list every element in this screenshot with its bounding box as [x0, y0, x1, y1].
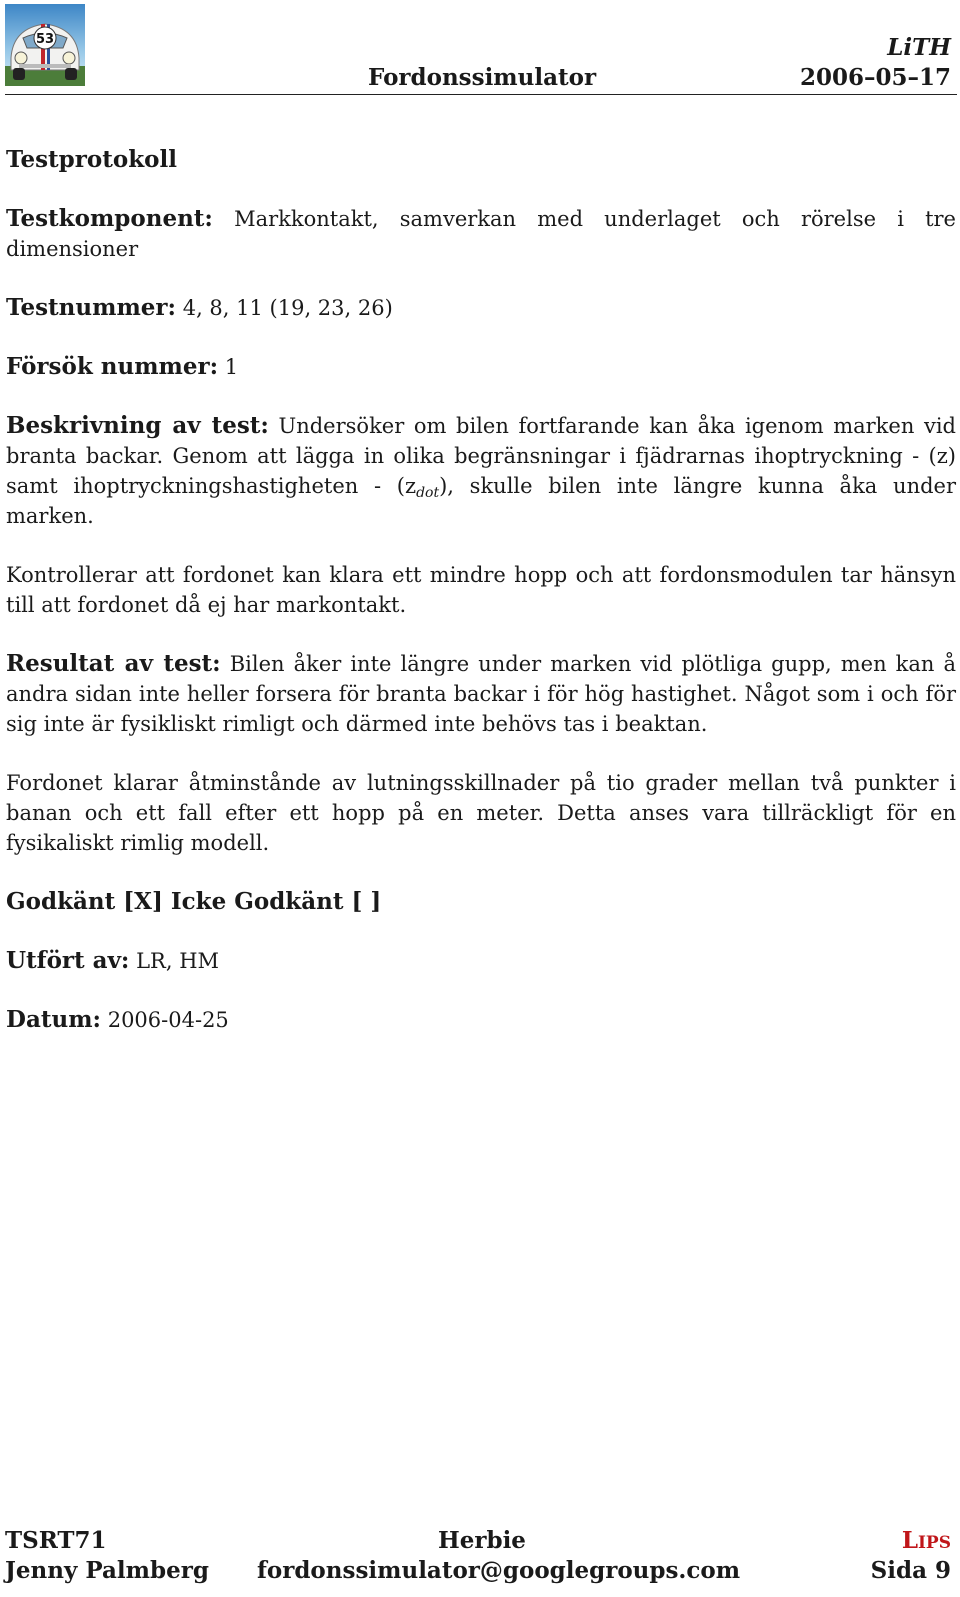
attempt-number-label: Försök nummer: — [6, 353, 219, 380]
author-name: Jenny Palmberg — [5, 1557, 209, 1584]
attempt-number — [6, 352, 956, 382]
contact-email: fordonssimulator@googlegroups.com — [257, 1557, 741, 1584]
test-result-label: Resultat av test: — [6, 650, 221, 677]
test-protocol-body — [6, 145, 956, 1064]
verdict-text: Godkänt [X] Icke Godkänt [ ] — [6, 888, 382, 915]
page-footer — [5, 1527, 955, 1593]
header-divider — [5, 94, 957, 95]
test-date-label: Datum: — [6, 1006, 102, 1033]
test-result-text: Bilen åker inte längre under marken vid plötliga gupp, men kan å andra sidan inte heller forsera för branta backar i för hög hastighet. Något som i och för sig inte är fysikliskt rimligt och därmed inte behövs tas i beaktan. — [6, 652, 956, 736]
page-header — [5, 4, 955, 96]
test-description-text-end: ), skulle bilen inte längre kunna åka under marken. — [6, 474, 956, 528]
test-description-paragraph: Kontrollerar att fordonet kan klara ett mindre hopp och att fordonsmodulen tar hänsyn till att fordonet då ej har markontakt. — [6, 563, 956, 617]
dot-subscript: dot — [416, 485, 440, 501]
test-component-value: Markkontakt, samverkan med underlaget och rörelse i tre dimensioner — [6, 207, 956, 261]
test-number-label: Testnummer: — [6, 294, 177, 321]
test-date-value: 2006-04-25 — [101, 1008, 229, 1032]
test-component-label: Testkomponent: — [6, 205, 213, 232]
test-result — [6, 649, 956, 739]
herbie-car-logo — [5, 4, 85, 86]
project-name: Herbie — [438, 1527, 526, 1554]
performed-by-value: LR, HM — [129, 949, 220, 973]
test-number-value: 4, 8, 11 (19, 23, 26) — [176, 296, 393, 320]
performed-by-label: Utfört av: — [6, 947, 130, 974]
lips-brand: LIPS — [901, 1527, 951, 1554]
document-title: Fordonssimulator — [368, 64, 597, 91]
test-date — [6, 1005, 956, 1035]
performed-by — [6, 946, 956, 976]
test-description-text: Undersöker om bilen fortfarande kan åka igenom marken vid branta backar. Genom att lägga in olika begränsningar i fjädrarnas ihoptryckning - (z) samt ihoptryckningshastigheten - (z — [6, 414, 956, 498]
document-date: 2006–05–17 — [799, 64, 951, 91]
organization-name: LiTH — [887, 34, 951, 61]
course-code: TSRT71 — [5, 1527, 107, 1554]
test-description-label: Beskrivning av test: — [6, 412, 269, 439]
test-component — [6, 204, 956, 264]
page-number: Sida 9 — [870, 1557, 951, 1584]
test-number — [6, 293, 956, 323]
test-result-paragraph: Fordonet klarar åtminstånde av lutningsskillnader på tio grader mellan två punkter i banan och ett fall efter ett hopp på en meter. Detta anses vara tillräckligt för en fysikaliskt rimlig modell. — [6, 771, 956, 855]
svg-text:53: 53 — [35, 32, 55, 47]
test-description — [6, 411, 956, 531]
protocol-heading: Testprotokoll — [6, 146, 177, 173]
verdict — [6, 887, 956, 917]
attempt-number-value: 1 — [218, 355, 239, 379]
